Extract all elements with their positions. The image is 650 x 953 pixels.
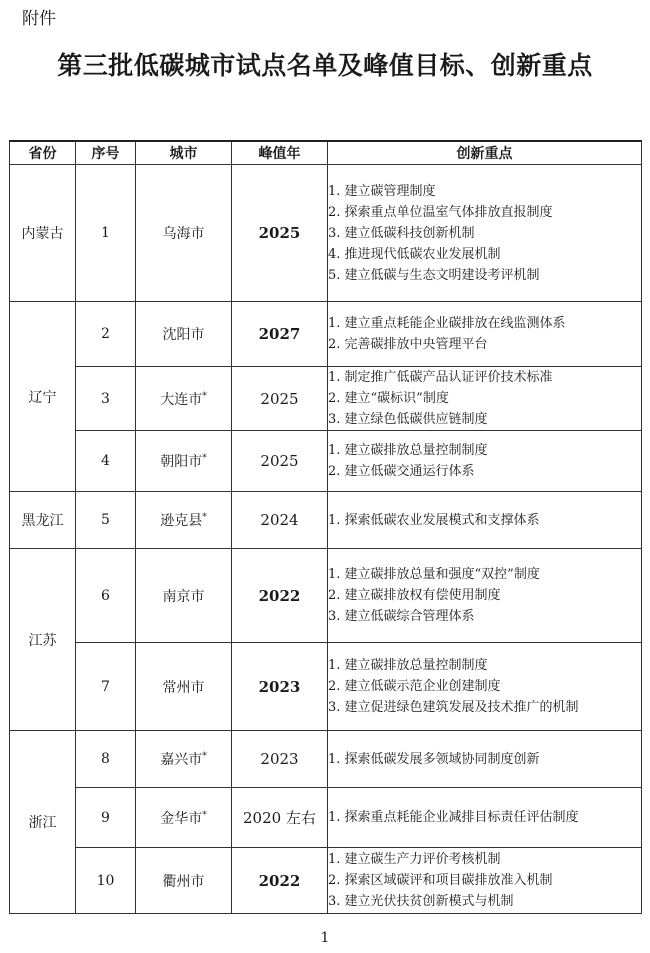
- table-row: [10, 302, 642, 367]
- focus-cell: [328, 165, 642, 302]
- city-star: *: [202, 751, 207, 762]
- focus-item: 1. 建立碳生产力评价考核机制: [328, 852, 501, 867]
- city-cell: [136, 431, 232, 492]
- focus-cell: [328, 848, 642, 914]
- table-header-row: [10, 141, 642, 165]
- focus-cell: [328, 431, 642, 492]
- peak-year-cell: 2024: [232, 492, 328, 549]
- index-cell: 5: [76, 492, 136, 549]
- focus-item: 1. 探索低碳农业发展模式和支撑体系: [328, 512, 540, 528]
- peak-year-cell: 2022: [232, 549, 328, 643]
- focus-item: 3. 建立绿色低碳供应链制度: [328, 412, 488, 427]
- focus-item: 5. 建立低碳与生态文明建设考评机制: [328, 267, 540, 283]
- focus-cell: [328, 549, 642, 643]
- focus-item: 1. 探索低碳发展多领域协同制度创新: [328, 751, 540, 767]
- table-row: [10, 643, 642, 731]
- city-star: *: [202, 453, 207, 464]
- focus-item: 2. 建立“碳标识”制度: [328, 391, 449, 406]
- peak-year-cell: 2023: [232, 731, 328, 788]
- city-cell: [136, 788, 232, 848]
- focus-item: 2. 探索区域碳评和项目碳排放准入机制: [328, 873, 553, 888]
- focus-cell: [328, 731, 642, 788]
- index-cell: 6: [76, 549, 136, 643]
- focus-item: 2. 建立低碳交通运行体系: [328, 464, 475, 479]
- peak-year-cell: 2027: [232, 302, 328, 367]
- table-row: [10, 549, 642, 643]
- table-row: [10, 367, 642, 431]
- table-row: [10, 788, 642, 848]
- index-cell: 1: [76, 165, 136, 302]
- focus-cell: [328, 492, 642, 549]
- table-row: [10, 165, 642, 302]
- city-star: *: [202, 512, 207, 523]
- focus-item: 3. 建立低碳综合管理体系: [328, 609, 475, 624]
- focus-item: 1. 建立碳排放总量控制制度: [328, 443, 488, 458]
- city-cell: [136, 731, 232, 788]
- focus-cell: [328, 367, 642, 431]
- focus-item: 1. 探索重点耗能企业减排目标责任评估制度: [328, 810, 579, 825]
- page-number: 1: [320, 930, 330, 946]
- province-cell: 内蒙古: [10, 165, 76, 302]
- province-cell: 辽宁: [10, 302, 76, 492]
- city-name: 嘉兴市: [160, 752, 203, 768]
- index-cell: 3: [76, 367, 136, 431]
- peak-year-cell: 2020 左右: [232, 788, 328, 848]
- city-cell: [136, 165, 232, 302]
- focus-item: 3. 建立低碳科技创新机制: [328, 225, 475, 241]
- index-cell: 2: [76, 302, 136, 367]
- city-cell: [136, 492, 232, 549]
- peak-year-cell: 2025: [232, 367, 328, 431]
- focus-cell: [328, 643, 642, 731]
- table-row: [10, 731, 642, 788]
- city-name: 南京市: [162, 588, 205, 605]
- peak-year-cell: 2023: [232, 643, 328, 731]
- table-row: [10, 848, 642, 914]
- focus-item: 3. 建立光伏扶贫创新模式与机制: [328, 894, 514, 909]
- city-cell: [136, 367, 232, 431]
- peak-year-cell: 2025: [232, 431, 328, 492]
- city-name: 常州市: [162, 679, 205, 696]
- index-cell: 4: [76, 431, 136, 492]
- focus-item: 1. 制定推广低碳产品认证评价技术标准: [328, 370, 553, 385]
- focus-item: 1. 建立重点耗能企业碳排放在线监测体系: [328, 316, 566, 331]
- city-name: 朝阳市: [160, 454, 203, 470]
- focus-item: 2. 完善碳排放中央管理平台: [328, 337, 488, 352]
- city-cell: [136, 302, 232, 367]
- city-cell: [136, 549, 232, 643]
- city-name: 沈阳市: [162, 327, 205, 343]
- table-row: [10, 492, 642, 549]
- table-row: [10, 431, 642, 492]
- focus-cell: [328, 302, 642, 367]
- province-cell: 江苏: [10, 549, 76, 731]
- focus-item: 1. 建立碳排放总量和强度“双控”制度: [328, 567, 540, 582]
- focus-item: 1. 建立碳排放总量控制制度: [328, 658, 488, 673]
- pilot-cities-table: [9, 140, 642, 914]
- peak-year-cell: 2022: [232, 848, 328, 914]
- province-cell: 浙江: [10, 731, 76, 914]
- focus-item: 2. 探索重点单位温室气体排放直报制度: [328, 204, 553, 220]
- city-name: 金华市: [160, 810, 203, 827]
- city-name: 逊克县: [160, 513, 203, 529]
- focus-item: 4. 推进现代低碳农业发展机制: [328, 246, 501, 262]
- attachment-label: 附件: [22, 9, 56, 29]
- header-focus: 创新重点: [328, 141, 642, 165]
- focus-item: 2. 建立低碳示范企业创建制度: [328, 679, 501, 694]
- city-star: *: [202, 809, 207, 820]
- city-star: *: [202, 390, 207, 401]
- index-cell: 8: [76, 731, 136, 788]
- index-cell: 10: [76, 848, 136, 914]
- province-cell: 黑龙江: [10, 492, 76, 549]
- focus-item: 3. 建立促进绿色建筑发展及技术推广的机制: [328, 700, 579, 715]
- index-cell: 9: [76, 788, 136, 848]
- focus-item: 1. 建立碳管理制度: [328, 183, 436, 199]
- header-index: 序号: [76, 141, 136, 165]
- focus-item: 2. 建立碳排放权有偿使用制度: [328, 588, 501, 603]
- city-cell: [136, 848, 232, 914]
- city-name: 乌海市: [162, 226, 205, 242]
- city-name: 大连市: [160, 391, 203, 408]
- header-city: 城市: [136, 141, 232, 165]
- focus-cell: [328, 788, 642, 848]
- document-title: 第三批低碳城市试点名单及峰值目标、创新重点: [57, 51, 593, 80]
- index-cell: 7: [76, 643, 136, 731]
- header-peak-year: 峰值年: [232, 141, 328, 165]
- city-name: 衢州市: [162, 873, 205, 890]
- header-province: 省份: [10, 141, 76, 165]
- city-cell: [136, 643, 232, 731]
- peak-year-cell: 2025: [232, 165, 328, 302]
